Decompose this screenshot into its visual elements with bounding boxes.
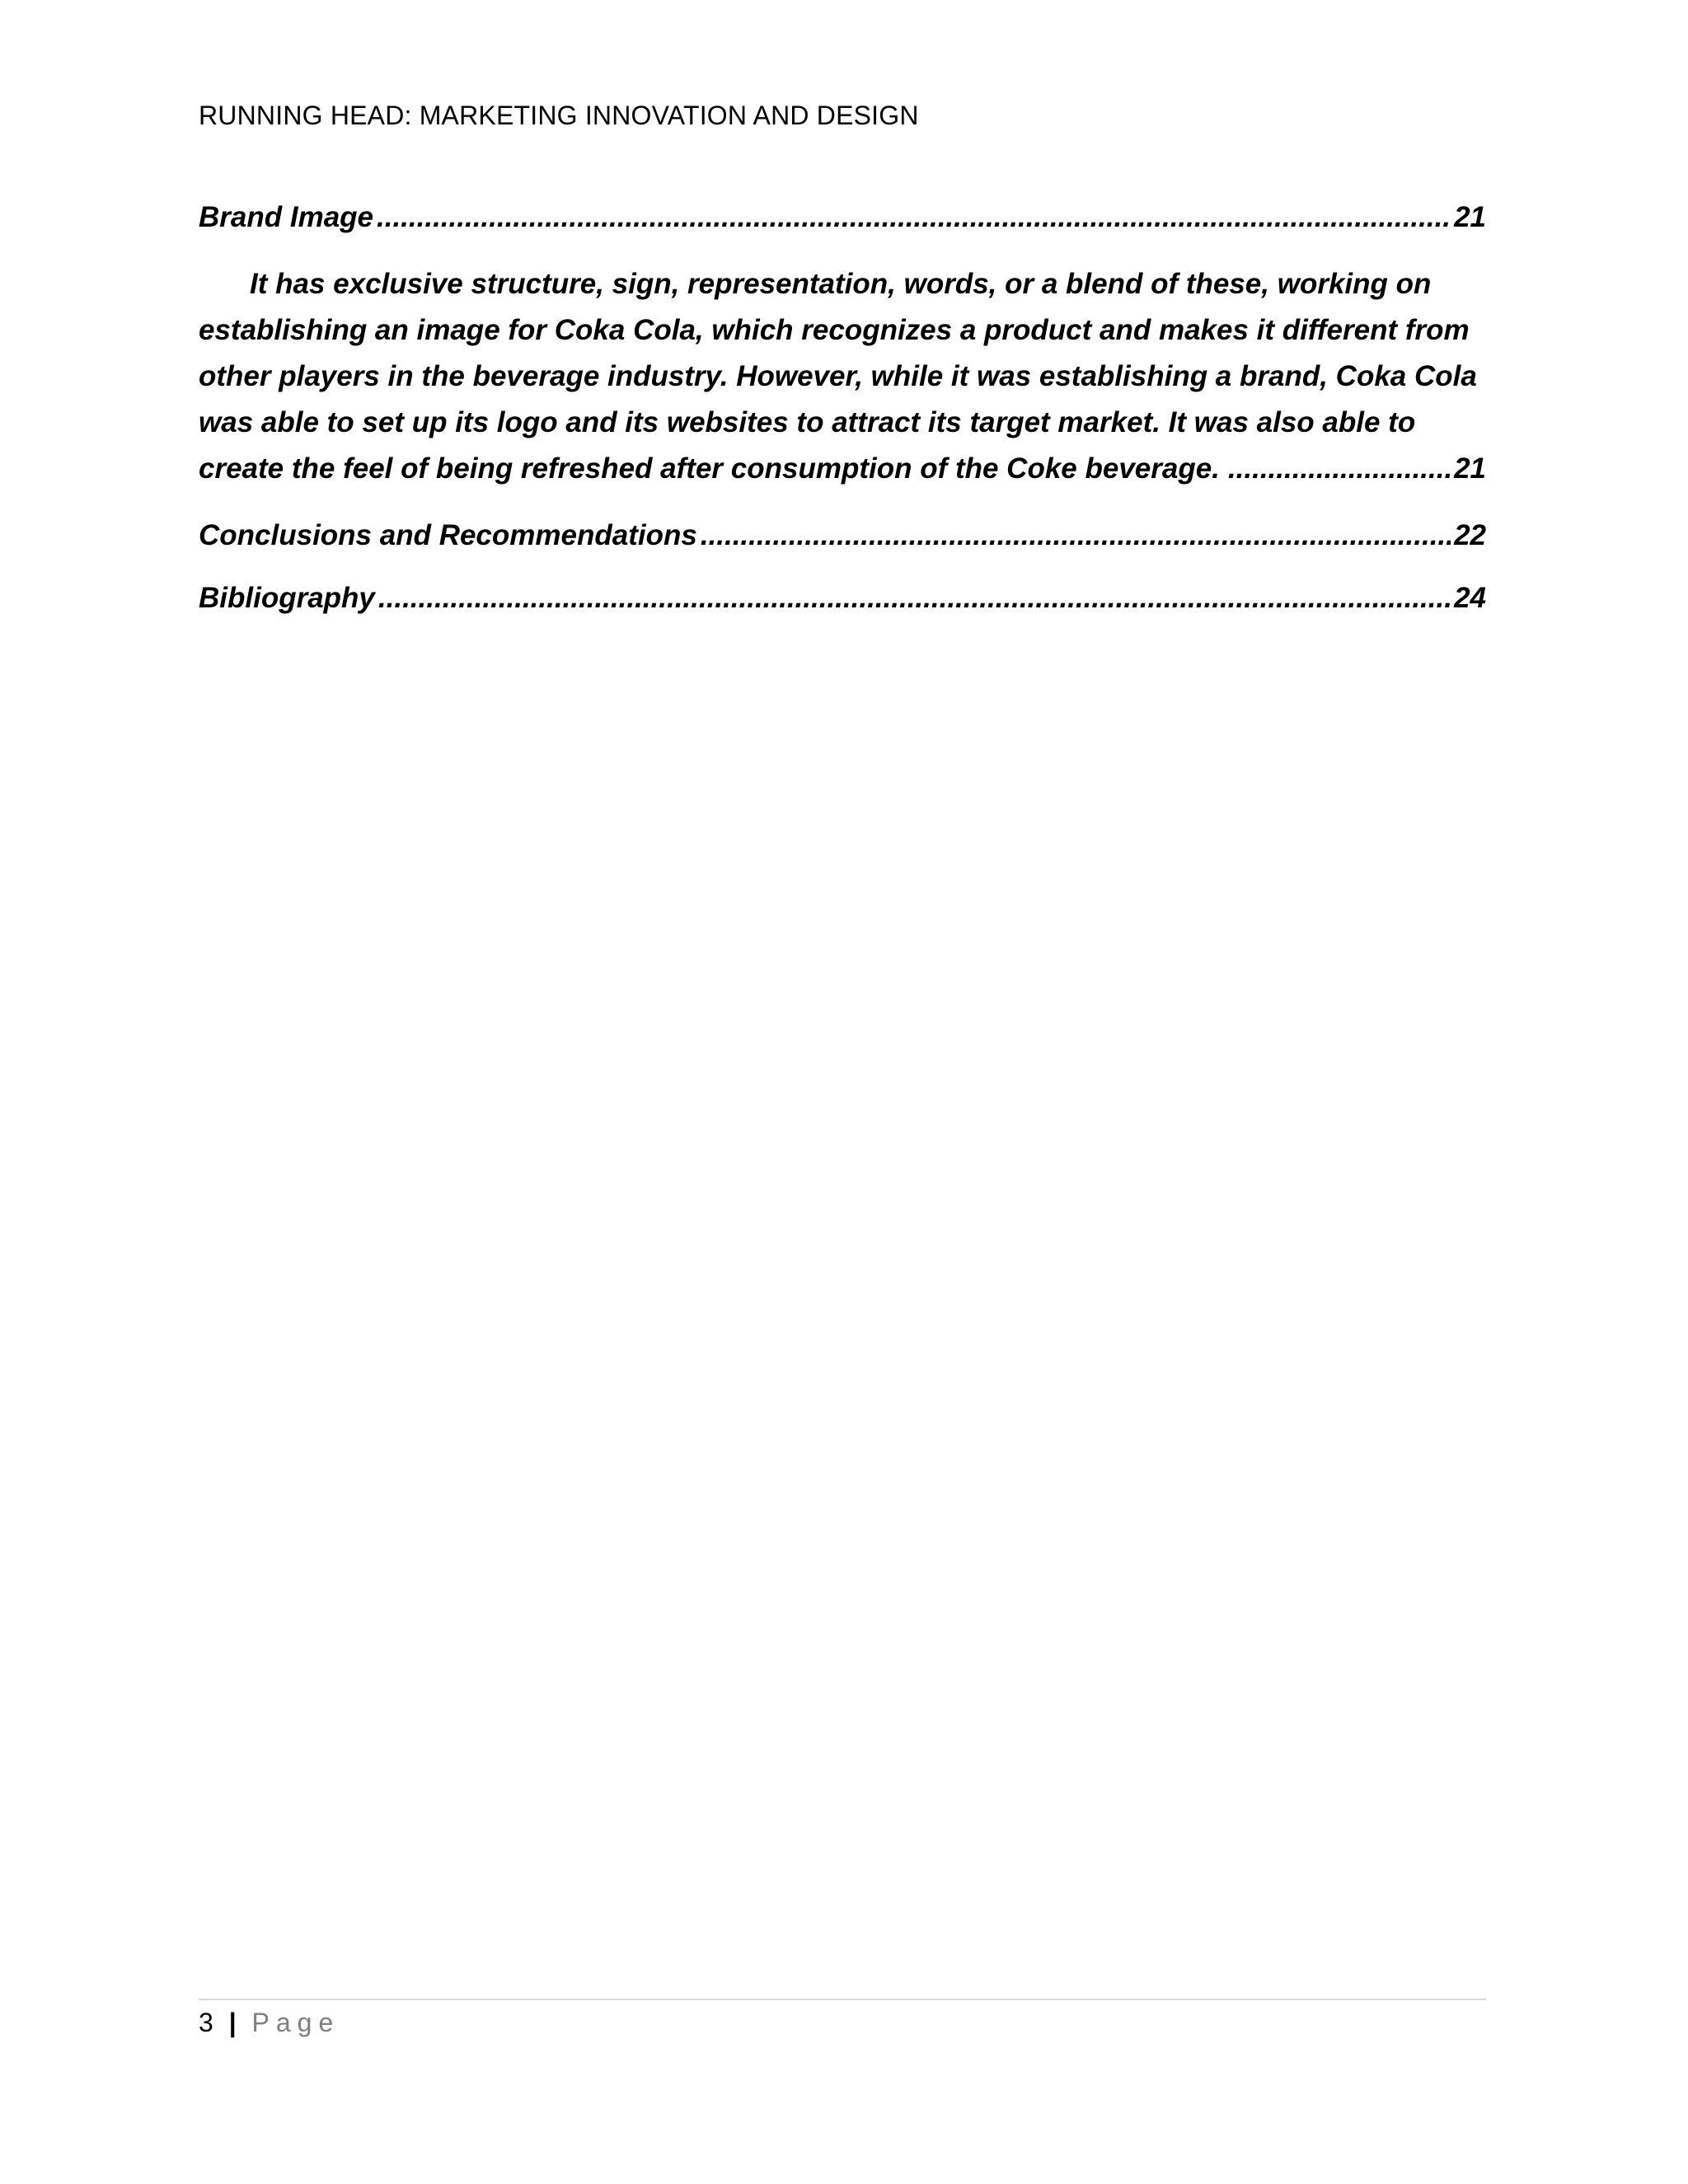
- toc-dot-leader: [1228, 446, 1451, 492]
- toc-paragraph-last-line: [199, 446, 1486, 492]
- toc-paragraph-body: It has exclusive structure, sign, representation, words, or a blend of these, working on establishing an image for Coka Cola, which recognizes a product and makes it different from other players in the beverage industry. However, while it was establishing a brand, Coka Cola was able to set up its logo and its websites to attract its target market. It was also able to: [199, 268, 1477, 438]
- page-label: Page: [251, 2008, 340, 2037]
- toc-dot-leader: [377, 199, 1451, 237]
- running-head: RUNNING HEAD: MARKETING INNOVATION AND DESIGN: [199, 101, 919, 130]
- toc-entry-page: 21: [1454, 452, 1486, 485]
- toc-entry-conclusions[interactable]: [199, 517, 1486, 555]
- table-of-contents: [199, 199, 1486, 642]
- toc-entry-page: 24: [1454, 582, 1486, 614]
- toc-entry-page: 21: [1454, 201, 1486, 233]
- toc-entry-page: 22: [1454, 519, 1486, 551]
- page-footer: [199, 2008, 340, 2038]
- toc-dot-leader: [701, 517, 1451, 555]
- toc-dot-leader: [378, 579, 1451, 617]
- toc-entry-title: Conclusions and Recommendations: [199, 519, 697, 551]
- footer-separator: |: [228, 2008, 237, 2037]
- toc-entry-brand-image[interactable]: [199, 199, 1486, 237]
- toc-entry-title: Bibliography: [199, 582, 375, 614]
- toc-entry-title: Brand Image: [199, 201, 373, 233]
- toc-entry-bibliography[interactable]: [199, 579, 1486, 617]
- toc-entry-brand-description[interactable]: [199, 261, 1486, 492]
- footer-divider: [199, 1999, 1486, 2000]
- page-number: 3: [199, 2008, 213, 2037]
- toc-paragraph-last-text: create the feel of being refreshed after consumption of the Coke beverage.: [199, 452, 1220, 485]
